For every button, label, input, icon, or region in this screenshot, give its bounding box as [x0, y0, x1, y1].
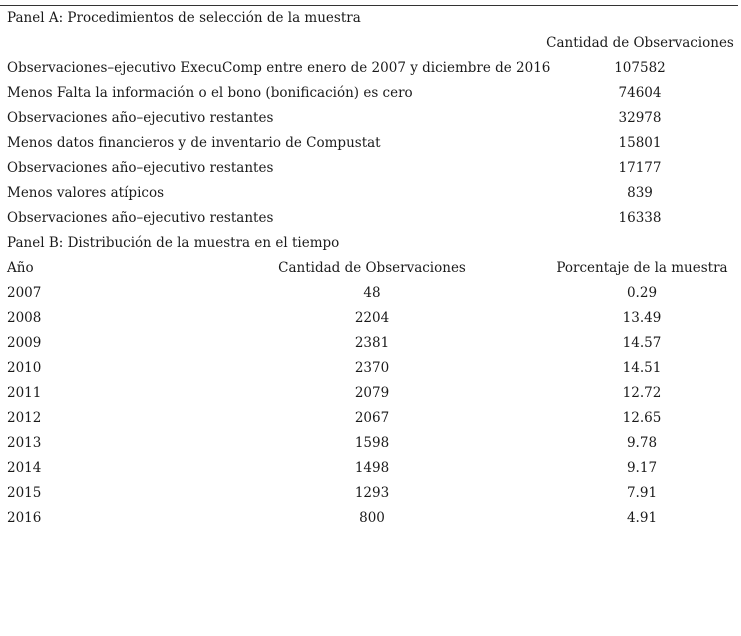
panel-b-row-count: 48	[363, 285, 381, 301]
panel-b-row	[0, 281, 741, 306]
panel-b-count-header: Cantidad de Observaciones	[278, 260, 466, 276]
panel-b-row	[0, 356, 741, 381]
panel-b-header-row	[0, 256, 741, 281]
panel-b-row	[0, 431, 741, 456]
panel-a-row	[0, 81, 741, 106]
panel-b-row-count: 2204	[354, 310, 390, 326]
panel-b-row-year: 2011	[7, 385, 42, 401]
panel-b-row-count: 2370	[354, 360, 390, 376]
panel-b-row-pct: 9.17	[626, 460, 658, 476]
panel-a-header-row	[0, 31, 741, 56]
panel-a-row-label: Observaciones–ejecutivo ExecuComp entre enero de 2007 y diciembre de 2016	[7, 60, 551, 76]
panel-b-row	[0, 506, 741, 531]
panel-b-row-pct: 12.72	[622, 385, 662, 401]
panel-b-row-count: 1293	[354, 485, 390, 501]
panel-a-row-value: 107582	[614, 60, 666, 76]
panel-b-row-pct: 13.49	[622, 310, 662, 326]
panel-b-row-pct: 9.78	[626, 435, 658, 451]
panel-b-row	[0, 306, 741, 331]
panel-b-row-pct: 14.51	[622, 360, 662, 376]
panel-a-row-label: Observaciones año–ejecutivo restantes	[7, 110, 274, 126]
panel-b-row-year: 2007	[7, 285, 42, 301]
panel-b-row	[0, 456, 741, 481]
panel-b-row	[0, 381, 741, 406]
panel-b-row-pct: 12.65	[622, 410, 662, 426]
panel-b-row-count: 1498	[354, 460, 390, 476]
panel-a-row-label: Observaciones año–ejecutivo restantes	[7, 160, 274, 176]
panel-b-row-year: 2010	[7, 360, 42, 376]
panel-a-row	[0, 56, 741, 81]
panel-a-row-label: Menos datos financieros y de inventario de Compustat	[7, 135, 381, 151]
panel-b-row-pct: 0.29	[626, 285, 658, 301]
panel-b-row-pct: 4.91	[626, 510, 658, 526]
panel-b-row-count: 2079	[354, 385, 390, 401]
panel-b-row-count: 2381	[354, 335, 390, 351]
panel-a-row-value: 15801	[618, 135, 662, 151]
panel-a-row	[0, 156, 741, 181]
panel-a-row-value: 839	[627, 185, 653, 201]
panel-a-row	[0, 106, 741, 131]
panel-b-row-year: 2014	[7, 460, 42, 476]
panel-b-title: Panel B: Distribución de la muestra en el tiempo	[7, 235, 340, 251]
panel-a-row	[0, 181, 741, 206]
panel-b-row-year: 2009	[7, 335, 42, 351]
panel-a-title-row	[0, 6, 741, 31]
panel-a-row-label: Menos valores atípicos	[7, 185, 165, 201]
panel-b-row	[0, 481, 741, 506]
panel-b-row-year: 2013	[7, 435, 42, 451]
panel-b-pct-header: Porcentaje de la muestra	[556, 260, 728, 276]
panel-b-row	[0, 406, 741, 431]
panel-a-row-value: 74604	[618, 85, 662, 101]
panel-b-row-year: 2008	[7, 310, 42, 326]
panel-a-row-value: 17177	[618, 160, 662, 176]
panel-b-row-year: 2015	[7, 485, 42, 501]
panel-b-row-count: 2067	[354, 410, 390, 426]
panel-b-row-count: 1598	[354, 435, 390, 451]
panel-b-row-year: 2016	[7, 510, 42, 526]
panel-b-row	[0, 331, 741, 356]
panel-a-column-header: Cantidad de Observaciones	[546, 35, 734, 51]
panel-b-row-pct: 7.91	[626, 485, 658, 501]
panel-b-row-count: 800	[359, 510, 385, 526]
panel-a-row	[0, 206, 741, 231]
panel-b-year-header: Año	[7, 260, 34, 276]
panel-a-row-value: 32978	[618, 110, 662, 126]
panel-b-title-row	[0, 231, 741, 256]
panel-a-title: Panel A: Procedimientos de selección de la muestra	[7, 10, 361, 26]
panel-a-row-value: 16338	[618, 210, 662, 226]
panel-a-row-label: Menos Falta la información o el bono (bonificación) es cero	[7, 85, 413, 101]
panel-b-row-year: 2012	[7, 410, 42, 426]
panel-b-row-pct: 14.57	[622, 335, 662, 351]
panel-a-row	[0, 131, 741, 156]
panel-a-row-label: Observaciones año–ejecutivo restantes	[7, 210, 274, 226]
